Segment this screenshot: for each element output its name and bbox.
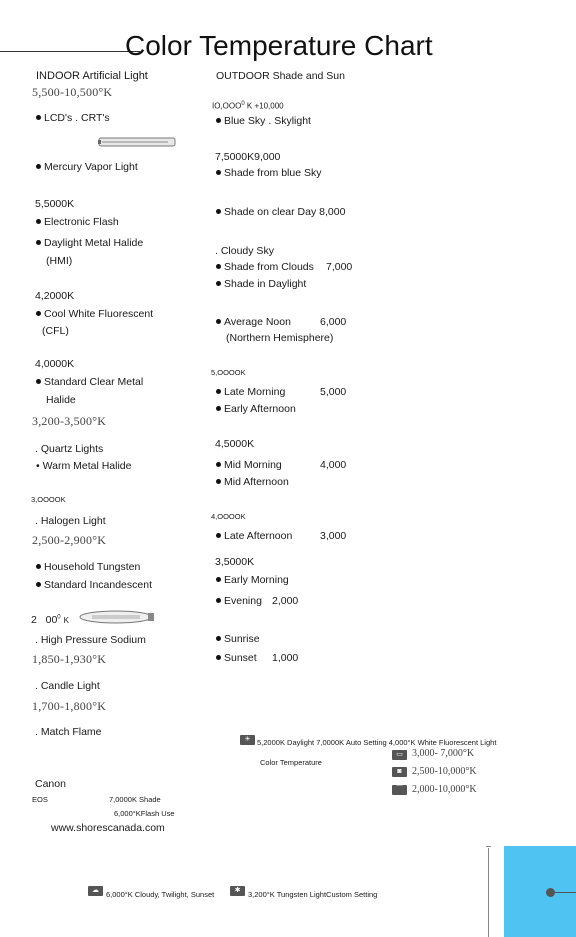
indoor-item-lcd: LCD's . CRT's bbox=[36, 112, 110, 124]
indoor-candle: . Candle Light bbox=[35, 680, 100, 692]
outdoor-item-sunrise: Sunrise bbox=[216, 633, 260, 645]
page-title: Color Temperature Chart bbox=[125, 30, 433, 61]
outdoor-item-sunset: Sunset 1,000 bbox=[216, 652, 257, 664]
divider bbox=[486, 846, 491, 847]
range-c: 2,000-10,000°K bbox=[412, 784, 477, 795]
fluorescent-tube-icon bbox=[98, 136, 176, 148]
indoor-k3000: 3,OOOOK bbox=[31, 495, 66, 504]
eos-label: EOS bbox=[32, 795, 48, 804]
indoor-range-3: 2,500-2,900°K bbox=[32, 533, 107, 547]
outdoor-item-mid-morning: Mid Morning 4,000 bbox=[216, 459, 282, 471]
fluorescent-icon: ▭ bbox=[392, 750, 407, 760]
divider bbox=[488, 848, 489, 937]
outdoor-item-shade-daylight: Shade in Daylight bbox=[216, 278, 306, 290]
indoor-item-cfl: (CFL) bbox=[42, 325, 69, 337]
outdoor-item-shade-clear: Shade on clear Day 8,000 bbox=[216, 206, 345, 218]
outdoor-k5000: 5,OOOOK bbox=[211, 368, 246, 377]
slider-track bbox=[555, 892, 576, 893]
bottom-cloudy-label: 6,000°K Cloudy, Twilight, Sunset bbox=[106, 890, 215, 899]
outdoor-k4000: 4,OOOOK bbox=[211, 512, 246, 521]
outdoor-cloudy: . Cloudy Sky bbox=[215, 245, 274, 257]
outdoor-item-evening: Evening 2,000 bbox=[216, 595, 262, 607]
eos-shade: 7,0000K Shade bbox=[109, 795, 161, 804]
indoor-item-cool-white: Cool White Fluorescent bbox=[36, 308, 153, 320]
website-link[interactable]: www.shorescanada.com bbox=[51, 822, 165, 834]
flash-use: 6,000°KFlash Use bbox=[114, 809, 175, 818]
indoor-item-household: Household Tungsten bbox=[36, 561, 140, 573]
canon-label: Canon bbox=[35, 778, 66, 790]
outdoor-item-avg-noon: Average Noon 6,000 bbox=[216, 316, 291, 328]
outdoor-northern: (Northern Hemisphere) bbox=[226, 332, 334, 344]
range-b: 2,500-10,000°K bbox=[412, 766, 477, 777]
indoor-match: . Match Flame bbox=[35, 726, 102, 738]
outdoor-item-mid-afternoon: Mid Afternoon bbox=[216, 476, 289, 488]
outdoor-heading: OUTDOOR Shade and Sun bbox=[216, 70, 345, 82]
outdoor-k3500: 3,5000K bbox=[215, 556, 255, 568]
tungsten-icon: ⌒ bbox=[392, 785, 407, 795]
indoor-k5500: 5,5000K bbox=[35, 198, 75, 210]
daylight-settings-line: 5,2000K Daylight 7,0000K Auto Setting 4,000°K White Fluorescent Light bbox=[257, 738, 497, 747]
indoor-k4000: 4,0000K bbox=[35, 358, 75, 370]
indoor-item-warm-metal: • Warm Metal Halide bbox=[36, 460, 132, 472]
indoor-k2000: 2 $00^0$ K bbox=[31, 614, 69, 626]
indoor-hps: . High Pressure Sodium bbox=[35, 634, 146, 646]
outdoor-item-blue-sky: Blue Sky . Skylight bbox=[216, 115, 311, 127]
outdoor-item-early-afternoon: Early Afternoon bbox=[216, 403, 296, 415]
outdoor-item-shade-clouds: Shade from Clouds 7,000 bbox=[216, 261, 314, 273]
indoor-item-mercury: Mercury Vapor Light bbox=[36, 161, 138, 173]
indoor-range-1: 5,500-10,500°K bbox=[32, 85, 113, 99]
tungsten-icon: ✱ bbox=[230, 886, 245, 896]
indoor-quartz: . Quartz Lights bbox=[35, 443, 104, 455]
indoor-item-standard-clear: Standard Clear Metal bbox=[36, 376, 143, 388]
sodium-bulb-icon bbox=[78, 609, 156, 625]
indoor-item-electronic-flash: Electronic Flash bbox=[36, 216, 119, 228]
indoor-item-halide: Halide bbox=[46, 394, 76, 406]
outdoor-k10000: IO,OOO$^0$ K +10,000 bbox=[212, 101, 284, 111]
outdoor-item-early-morning: Early Morning bbox=[216, 574, 289, 586]
outdoor-item-late-morning: Late Morning 5,000 bbox=[216, 386, 285, 398]
outdoor-k4500: 4,5000K bbox=[215, 438, 255, 450]
outdoor-k7500: 7,5000K9,000 bbox=[215, 151, 281, 163]
indoor-item-daylight-metal-halide: Daylight Metal Halide bbox=[36, 237, 143, 249]
indoor-heading: INDOOR Artificial Light bbox=[36, 70, 148, 82]
outdoor-item-shade-blue: Shade from blue Sky bbox=[216, 167, 321, 179]
title-rule bbox=[0, 51, 140, 52]
indoor-k4200: 4,2000K bbox=[35, 290, 75, 302]
outdoor-item-late-afternoon: Late Afternoon 3,000 bbox=[216, 530, 292, 542]
color-temperature-label: Color Temperature bbox=[260, 758, 322, 767]
range-a: 3,000- 7,000°K bbox=[412, 748, 475, 759]
indoor-range-5: 1,700-1,800°K bbox=[32, 699, 107, 713]
indoor-range-4: 1,850-1,930°K bbox=[32, 652, 107, 666]
cloud-icon: ☁ bbox=[88, 886, 103, 896]
indoor-item-standard-incandescent: Standard Incandescent bbox=[36, 579, 152, 591]
sun-icon: ☀ bbox=[240, 735, 255, 745]
camera-icon: ◙ bbox=[392, 767, 407, 777]
bottom-tungsten-label: 3,200°K Tungsten LightCustom Setting bbox=[248, 890, 378, 899]
slider-knob[interactable] bbox=[546, 888, 555, 897]
indoor-halogen: . Halogen Light bbox=[35, 515, 106, 527]
indoor-range-2: 3,200-3,500°K bbox=[32, 414, 107, 428]
indoor-item-hmi: (HMI) bbox=[46, 255, 73, 267]
